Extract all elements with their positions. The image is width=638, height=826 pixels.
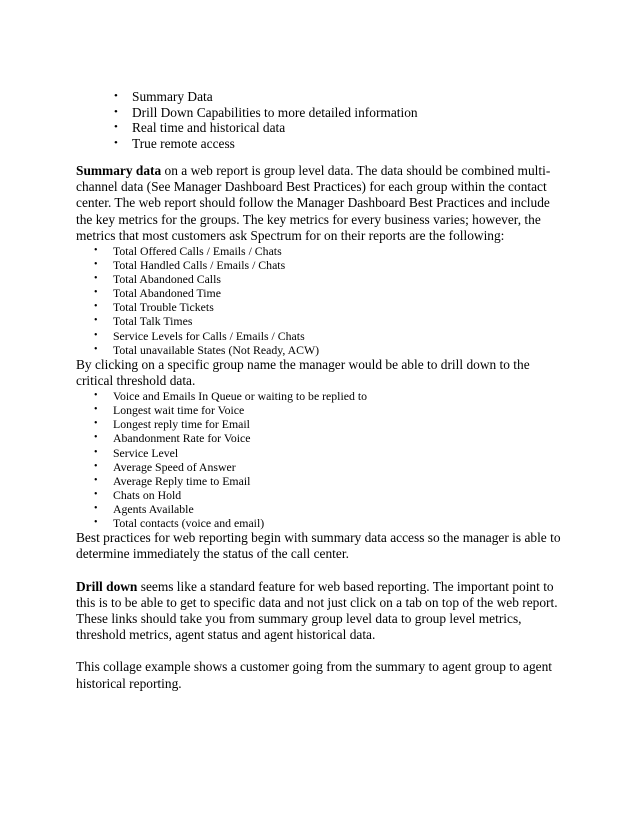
list-item: • Longest wait time for Voice bbox=[94, 403, 245, 418]
list-item: • Longest reply time for Email bbox=[94, 417, 250, 432]
threshold-paragraph: By clicking on a specific group name the manager would be able to drill down to the critical threshold data. bbox=[76, 356, 530, 388]
bullet-icon: • bbox=[94, 517, 98, 529]
list-item: • Total Handled Calls / Emails / Chats bbox=[94, 258, 286, 273]
list-item: • Average Speed of Answer bbox=[94, 459, 236, 474]
collage-paragraph: This collage example shows a customer going from the summary to agent group to agent historical reporting. bbox=[76, 659, 552, 691]
drill-down-paragraph bbox=[76, 579, 566, 644]
bullet-icon: • bbox=[114, 136, 118, 149]
bullet-icon: • bbox=[114, 121, 118, 133]
list-item: • Drill Down Capabilities to more detailed information bbox=[114, 104, 418, 120]
list-item: • Voice and Emails In Queue or waiting to be replied to bbox=[94, 389, 368, 404]
bullet-icon: • bbox=[114, 90, 118, 102]
drill-down-text: seems like a standard feature for web based reporting. The important point to this is to be able to get to specific data and not just click on a tab on top of the web report. These links should take you from summary group level data to group level metrics, threshold metrics, agent status and agent historical data. bbox=[76, 578, 558, 643]
list-item: • Abandonment Rate for Voice bbox=[94, 431, 251, 446]
bullet-icon: • bbox=[94, 245, 98, 257]
list-item: • Total contacts (voice and email) bbox=[94, 516, 265, 531]
feature-bullet-list bbox=[112, 89, 418, 151]
summary-text: on a web report is group level data. The data should be combined multi-channel data (See Manager Dashboard Best Practices) for each group within the contact center. The web report should follow the Manager Dashboard Best Practices and include the key metrics for the groups. The key metrics for every business varies; however, the metrics that most customers ask Spectrum for on their reports are the following: bbox=[76, 163, 551, 243]
bullet-icon: • bbox=[94, 474, 98, 486]
threshold-list bbox=[76, 389, 566, 530]
bullet-icon: • bbox=[94, 273, 98, 285]
bullet-icon: • bbox=[94, 343, 98, 355]
summary-paragraph bbox=[76, 163, 566, 244]
bullet-icon: • bbox=[94, 446, 98, 458]
bullet-icon: • bbox=[94, 390, 98, 402]
bullet-icon: • bbox=[94, 315, 98, 327]
list-item: • Chats on Hold bbox=[94, 487, 182, 502]
bullet-icon: • bbox=[114, 105, 118, 118]
bullet-icon: • bbox=[94, 502, 98, 514]
list-item: • Average Reply time to Email bbox=[94, 473, 251, 488]
bullet-icon: • bbox=[94, 259, 98, 271]
list-item: • Total unavailable States (Not Ready, ACW) bbox=[94, 342, 320, 357]
summary-metrics-list bbox=[76, 244, 566, 357]
bullet-icon: • bbox=[94, 329, 98, 341]
bullet-icon: • bbox=[94, 287, 98, 299]
list-item: • Agents Available bbox=[94, 501, 194, 516]
list-item: • Summary Data bbox=[114, 89, 213, 104]
list-item: • Total Trouble Tickets bbox=[94, 300, 214, 315]
document-body bbox=[76, 163, 566, 692]
list-item: • Total Abandoned Calls bbox=[94, 272, 221, 287]
list-item: • Total Talk Times bbox=[94, 314, 193, 329]
bullet-icon: • bbox=[94, 488, 98, 500]
summary-lead: Summary data bbox=[76, 163, 162, 178]
bullet-icon: • bbox=[94, 301, 98, 313]
bullet-icon: • bbox=[94, 460, 98, 472]
list-item: • Real time and historical data bbox=[114, 120, 286, 135]
bullet-icon: • bbox=[94, 418, 98, 430]
list-item: • True remote access bbox=[114, 135, 235, 151]
best-practices-paragraph: Best practices for web reporting begin with summary data access so the manager is able to determine immediately the status of the call center. bbox=[76, 530, 561, 562]
bullet-icon: • bbox=[94, 432, 98, 444]
paragraph-spacer bbox=[76, 643, 566, 659]
list-item: • Service Level bbox=[94, 445, 179, 460]
list-item: • Service Levels for Calls / Emails / Chats bbox=[94, 328, 305, 343]
drill-down-lead: Drill down bbox=[76, 578, 138, 594]
bullet-icon: • bbox=[94, 404, 98, 416]
list-item: • Total Offered Calls / Emails / Chats bbox=[94, 244, 282, 259]
paragraph-spacer bbox=[76, 563, 566, 579]
list-item: • Total Abandoned Time bbox=[94, 286, 221, 301]
